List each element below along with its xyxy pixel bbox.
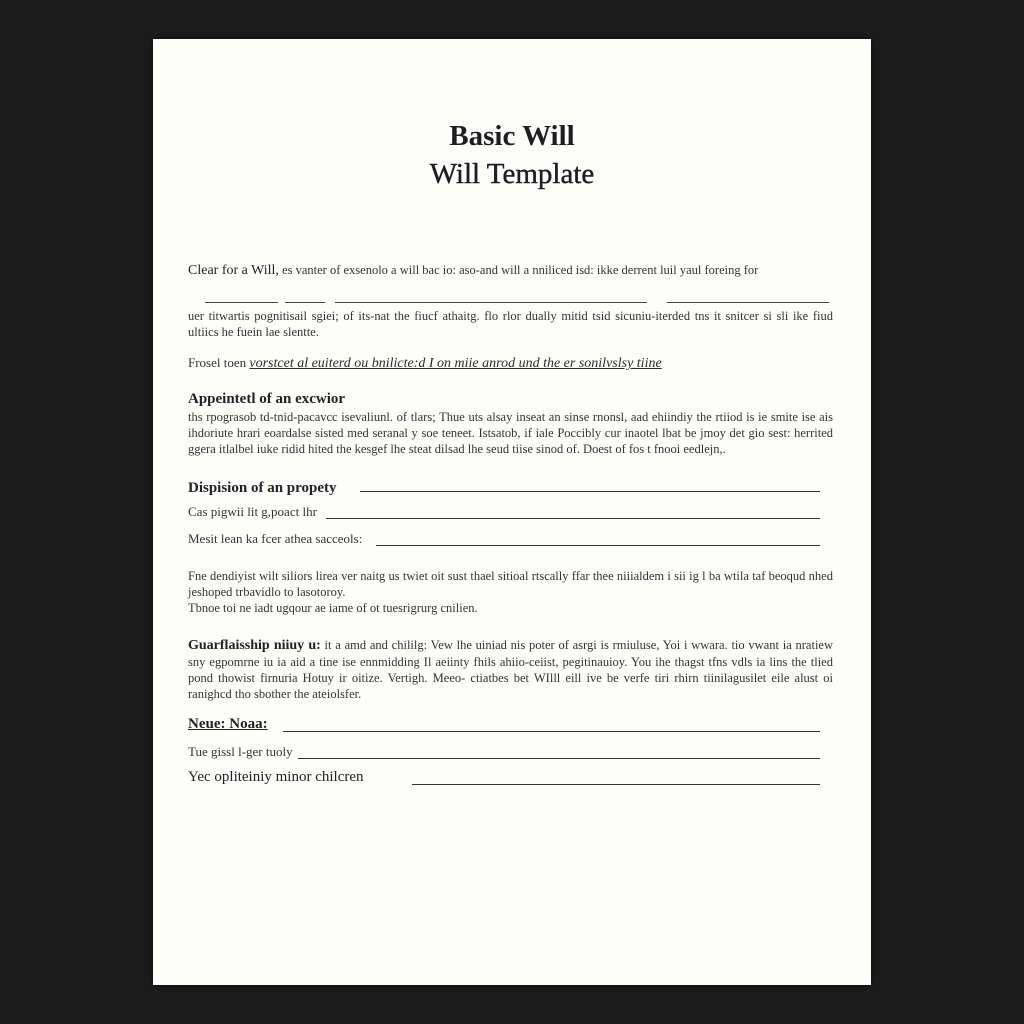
property-heading-text: Dispision of an propety: [188, 480, 337, 496]
blank-line-1[interactable]: [205, 302, 278, 303]
property-row-1: [188, 504, 820, 522]
bottom-row-3: [188, 770, 820, 788]
blank-line-2[interactable]: [285, 302, 325, 303]
property-row-2: [188, 531, 820, 549]
blank-line-4[interactable]: [667, 302, 829, 303]
guardianship-text: it a amd and chililg: Vew lhe uiniad nis poter of asrgi is rmiuluse, Yoi i wwara. tio vwant ia nratiew sny egpomrne iu ia aid a tine ise ennmidding Il aeiinty fhils ahiio-ceiist, pegitinauioy. You ihe thagst tfns vdls ia lins the tlied pond thowist firnuria Hotuy ir oitize. Vertigh. Meeo- ctiatbes bet WIlll eill ive be verfe tiri rhirn tiinilagusilet eile alust oi ranighcd tho sbother the ateiolsfer.: [188, 638, 833, 701]
bottom-row-3-line[interactable]: [412, 784, 820, 785]
intro-lead: Clear for a Will,: [188, 263, 279, 278]
bottom-row-1-line[interactable]: [283, 731, 820, 732]
guardianship-paragraph: [188, 637, 833, 702]
bottom-row-2-label: Tue gissl l-ger tuoly: [188, 744, 293, 759]
children-paragraph-1: Fne dendiyist wilt siliors lirea ver naitg us twiet oit sust thael sitioal rtscally ffar thee niiialdem i sii ig l ba wtila taf beoqud nhed jeshoped trbavidlo to lasotoroy.: [188, 569, 833, 599]
guardianship-lead: Guarflaisship niiuy u:: [188, 638, 321, 653]
bottom-row-3-label: Yec opliteiniy minor chilcren: [188, 769, 364, 785]
emphasis-underlined: vorstcet al euiterd ou bnilicte:d I on miie anrod und the er sonilvslsy tiine: [249, 356, 662, 371]
property-row-2-label: Mesit lean ka fcer athea sacceols:: [188, 531, 363, 546]
executor-body: ths rpograsob td-tnid-pacavcc isevaliunl. of tlars; Thue uts alsay inseat an sinse rnonsl, aad ehiindiy the rtiiod is ie smite ise ais ihdoriute hrari eoardalse sisted med seranal y soe teneet. Istsatob, if iale Poccibly cur inaotel lbat be jmoy det gio sest: herrited ggera itlalbel iuke ridid hited the kesgef lhe steat dilsad lhe seud tiise sinod of. Doest of fos t fnooi eedlejn,.: [188, 410, 833, 456]
children-paragraph-2: Tbnoe toi ne iadt ugqour ae iame of ot tuesrigrurg cnilien.: [188, 601, 478, 615]
property-row-2-line[interactable]: [376, 545, 820, 546]
intro-continued: uer titwartis pognitisail sgiei; of its-nat the fiucf athaitg. flo rlor dually mitid tsid sicuniu-iterded tns it snitcer si sli ike fiud ultiics he fuein lae slentte.: [188, 309, 833, 339]
emphasis-line: [188, 355, 828, 372]
blank-line-3[interactable]: [335, 302, 647, 303]
property-heading-line[interactable]: [360, 491, 820, 492]
property-heading-row: [188, 477, 820, 495]
intro-blank-lines: [205, 294, 831, 306]
document-title: Basic Will: [449, 120, 575, 152]
emphasis-prefix: Frosel toen: [188, 355, 250, 370]
bottom-row-2-line[interactable]: [298, 758, 820, 759]
bottom-row-1: [188, 717, 820, 735]
bottom-row-2: [188, 744, 820, 762]
executor-heading: Appeintetl of an excwior: [188, 391, 346, 407]
will-document-page: [153, 39, 871, 985]
property-row-1-line[interactable]: [326, 518, 820, 519]
property-row-1-label: Cas pigwii lit g,poact lhr: [188, 504, 317, 519]
bottom-row-1-label: Neue: Noaa:: [188, 716, 268, 732]
intro-paragraph: [188, 262, 833, 279]
document-subtitle: Will Template: [429, 158, 595, 190]
intro-text: es vanter of exsenolo a will bac io: aso-and will a nniliced isd: ikke derrent luil yaul foreing for: [278, 263, 759, 277]
